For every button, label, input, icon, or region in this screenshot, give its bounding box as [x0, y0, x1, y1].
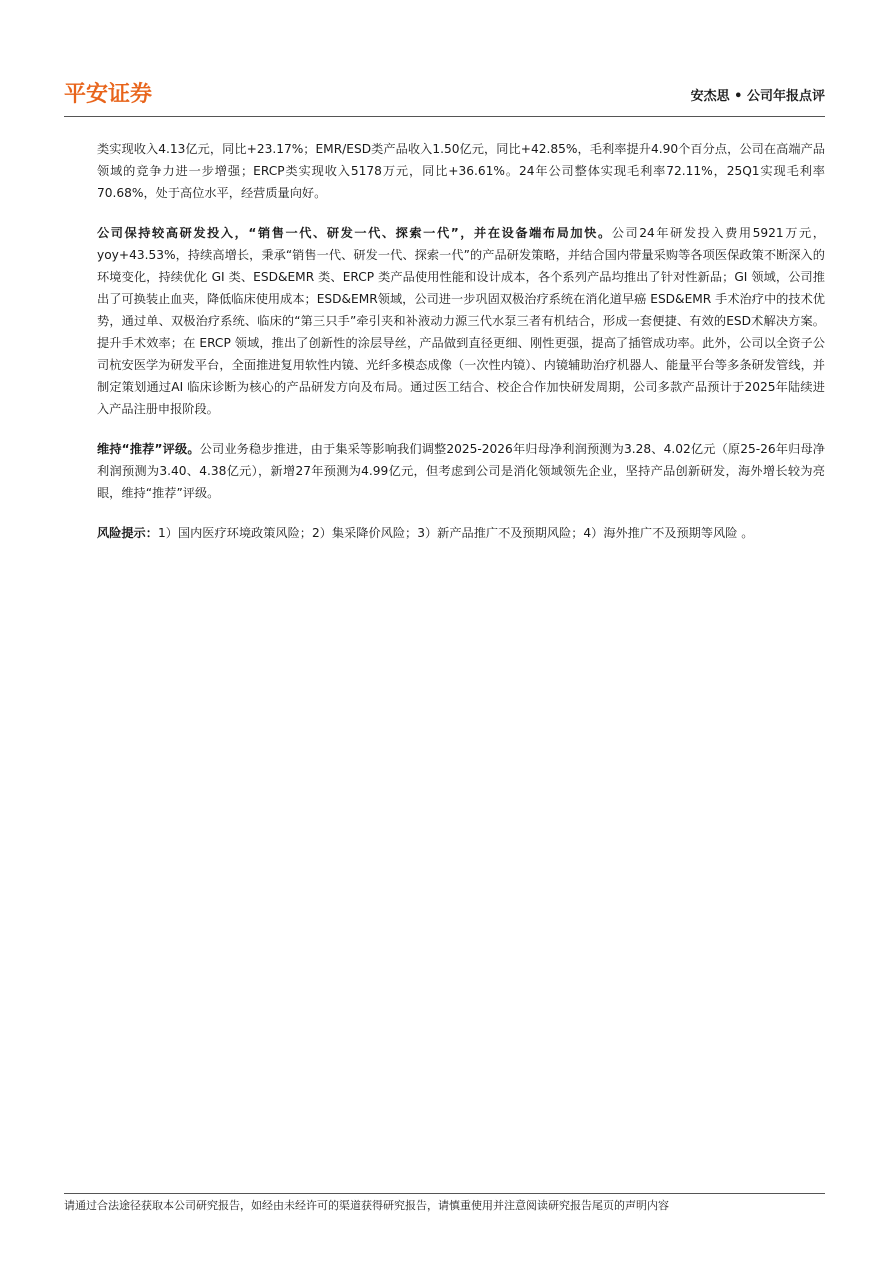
company-logo: 平安证券 [64, 82, 153, 107]
paragraph-rating-text: 公司业务稳步推进，由于集采等影响我们调整2025-2026年归母净利润预测为3.28、4.02亿元（原25-26年归母净利润预测为3.40、4.38亿元），新增27年预测为4.99亿元，但考虑到公司是消化领域领先企业，坚持产品创新研发，海外增长较为亮眼，维持“推荐”评级。 [97, 442, 825, 500]
paragraph-rnd-heading: 公司保持较高研发投入，“销售一代、研发一代、探索一代”，并在设备端布局加快。 [97, 226, 612, 240]
paragraph-risk-heading: 风险提示： [97, 526, 158, 540]
report-body [97, 138, 825, 562]
paragraph-rnd [97, 222, 825, 420]
paragraph-rating [97, 438, 825, 504]
paragraph-risk-text: 1）国内医疗环境政策风险；2）集采降价风险；3）新产品推广不及预期风险；4）海外推广不及预期等风险 。 [157, 526, 754, 540]
paragraph-rating-heading: 维持“推荐”评级。 [97, 442, 200, 456]
paragraph-revenue [97, 138, 825, 204]
paragraph-revenue-text: 类实现收入4.13亿元，同比+23.17%；EMR/ESD类产品收入1.50亿元，同比+42.85%，毛利率提升4.90个百分点，公司在高端产品领域的竞争力进一步增强；ERCP类实现收入5178万元，同比+36.61%。24年公司整体实现毛利率72.11%，25Q1实现毛利率70.68%，处于高位水平，经营质量向好。 [97, 142, 825, 200]
report-type-label: 安杰思 • 公司年报点评 [690, 89, 825, 104]
paragraph-risk [97, 522, 825, 544]
page-header [64, 80, 825, 117]
page-footer [64, 1193, 825, 1214]
footer-disclaimer: 请通过合法途径获取本公司研究报告，如经由未经许可的渠道获得研究报告，请慎重使用并注意阅读研究报告尾页的声明内容 [64, 1199, 669, 1212]
paragraph-rnd-text: 公司24年研发投入费用5921万元，yoy+43.53%，持续高增长，秉承“销售一代、研发一代、探索一代”的产品研发策略，并结合国内带量采购等各项医保政策不断深入的环境变化，持续优化 GI 类、ESD&EMR 类、ERCP 类产品使用性能和设计成本，各个系列产品均推出了针对性新品；GI 领域，公司推出了可换装止血夹，降低临床使用成本；ESD&EMR领域，公司进一步巩固双极治疗系统在消化道早癌 ESD&EMR 手术治疗中的技术优势，通过单、双极治疗系统、临床的“第三只手”牵引夹和补液动力源三代水泵三者有机结合，形成一套便捷、有效的ESD术解决方案。提升手术效率；在 ERCP 领域，推出了创新性的涂层导丝，产品做到直径更细、刚性更强，提高了插管成功率。此外，公司以全资子公司杭安医学为研发平台，全面推进复用软性内镜、光纤多模态成像（一次性内镜）、内镜辅助治疗机器人、能量平台等多条研发管线，并制定策划通过AI 临床诊断为核心的产品研发方向及布局。通过医工结合、校企合作加快研发周期，公司多款产品预计于2025年陆续进入产品注册申报阶段。 [97, 226, 825, 416]
